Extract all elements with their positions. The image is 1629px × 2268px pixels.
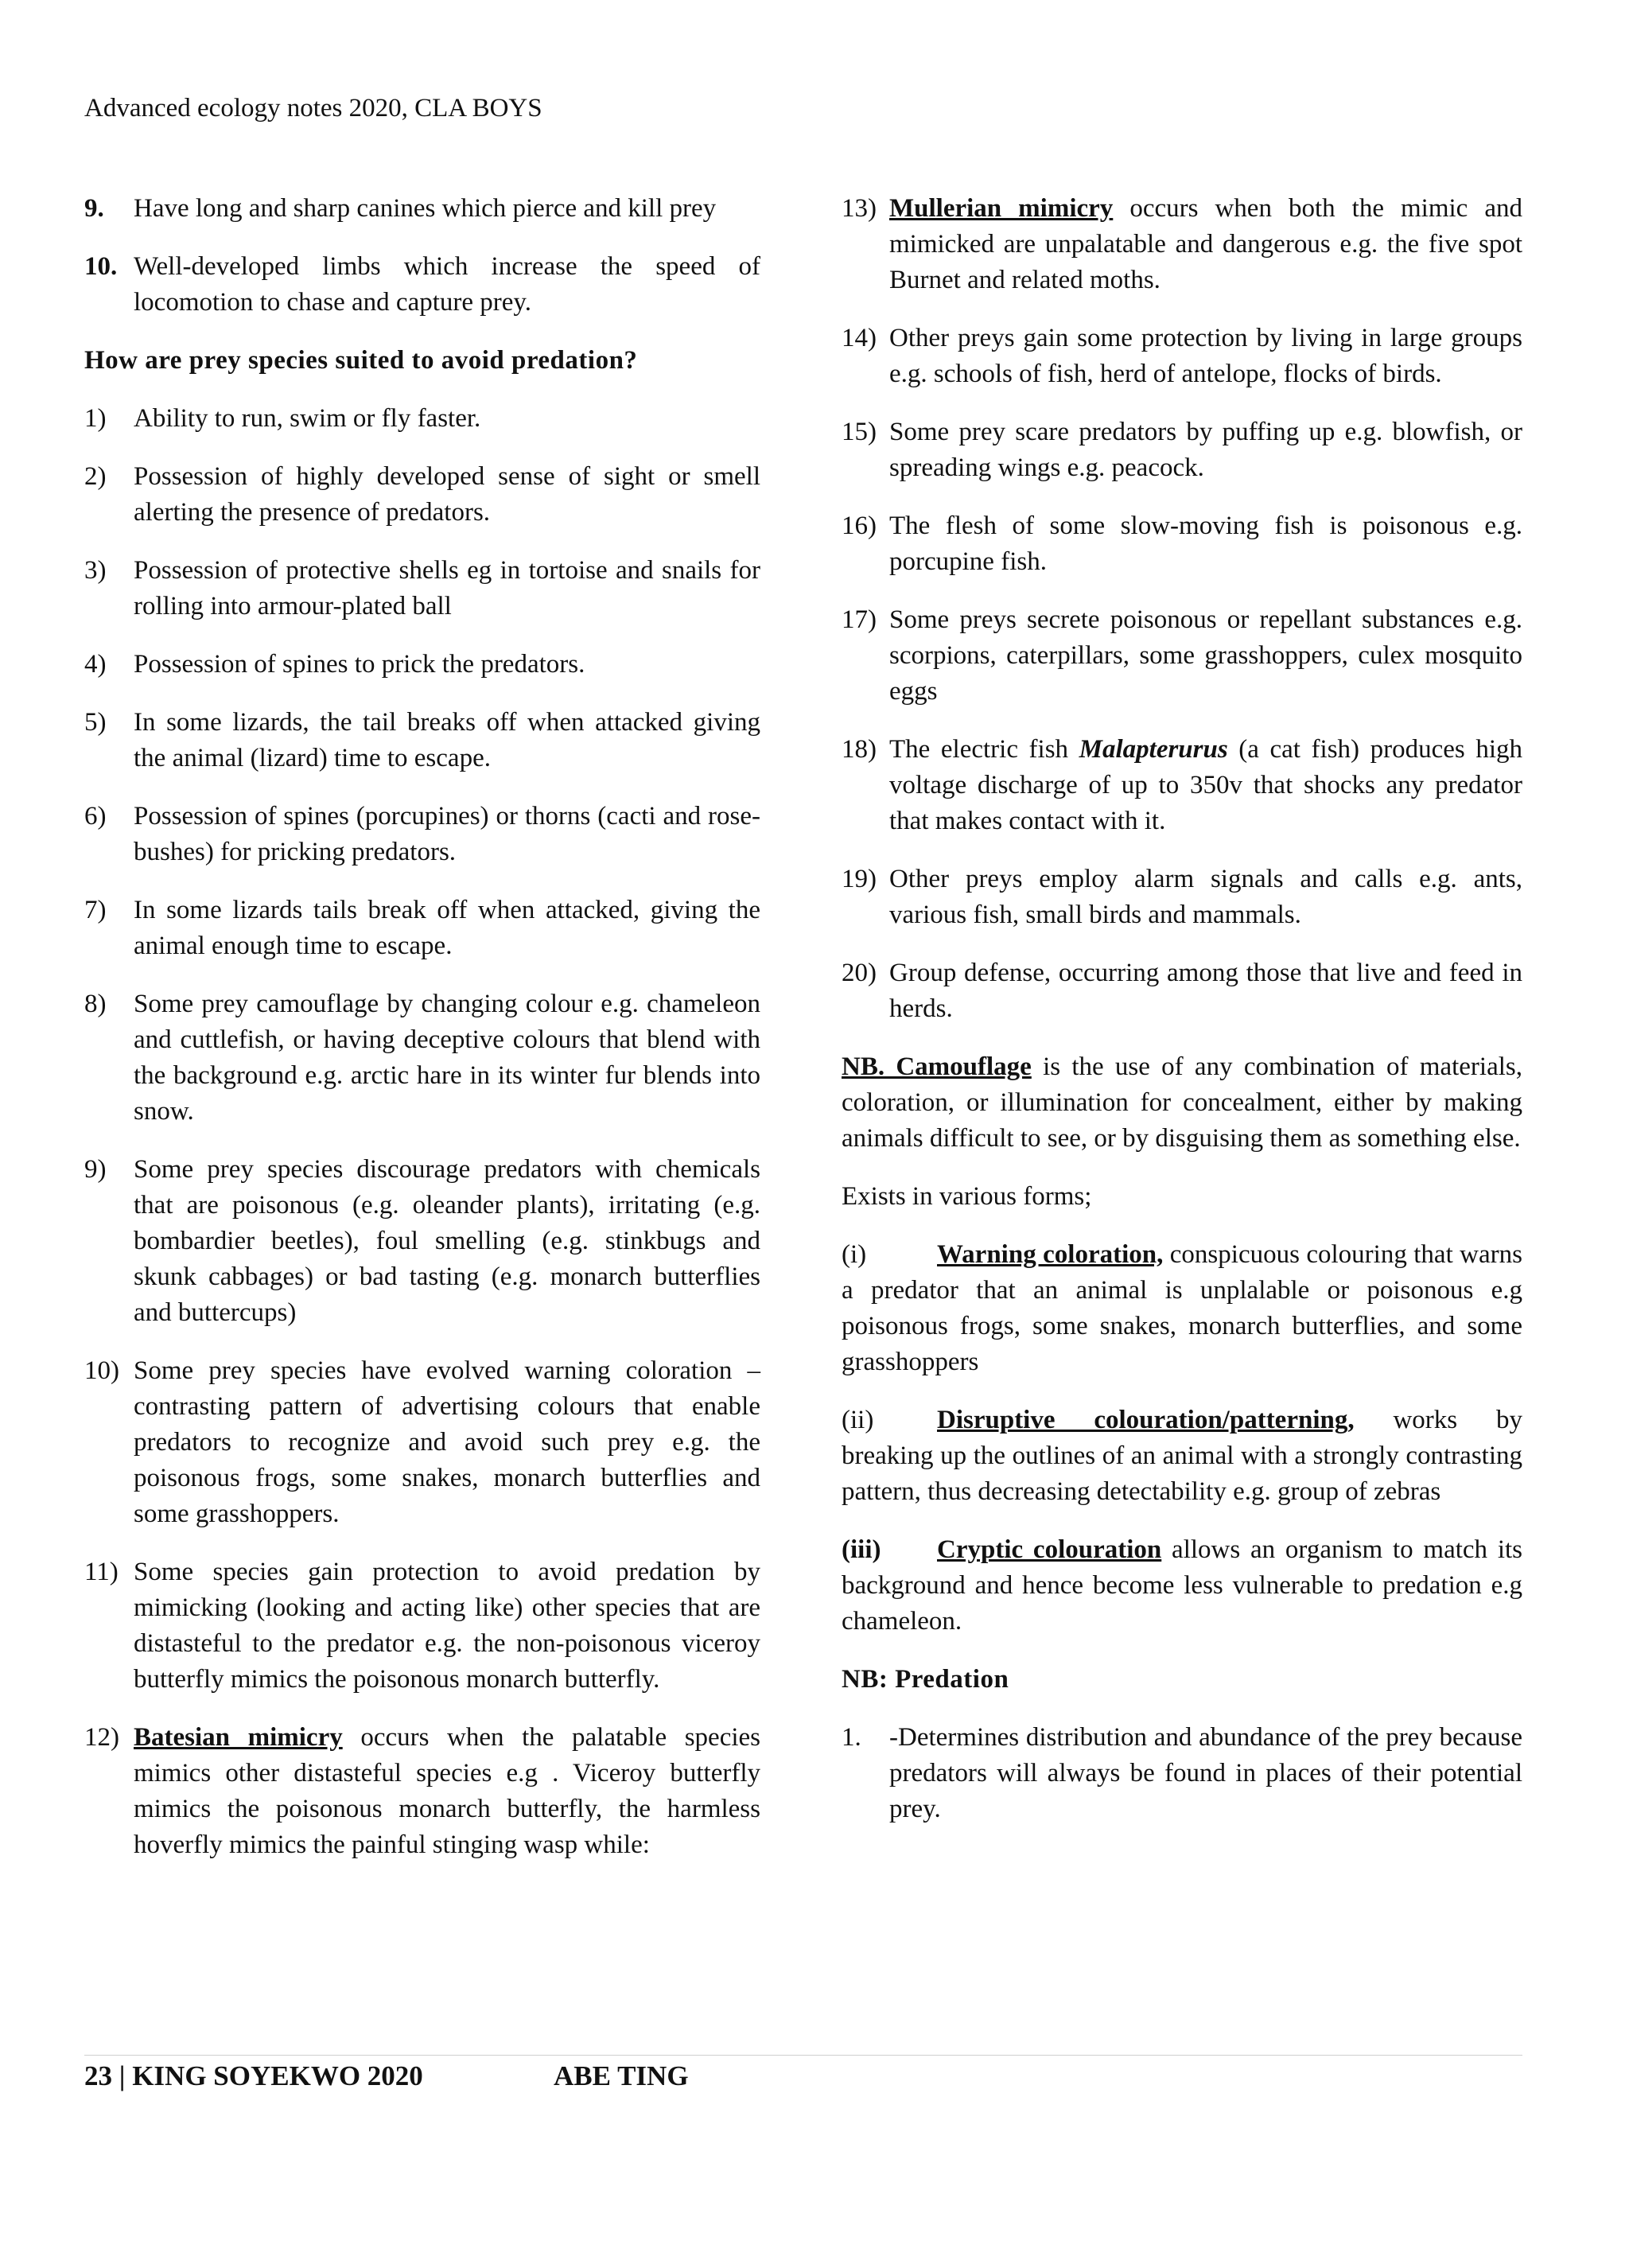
form-warning-coloration: [842, 1237, 1522, 1380]
item-text: Some prey camouflage by changing colour e.g. chameleon and cuttlefish, or having deceptive colours that blend with the background e.g. arctic hare in its winter fur blends into snow.: [134, 990, 760, 1126]
list-item: [84, 1720, 760, 1863]
section-heading: How are prey species suited to avoid predation?: [84, 346, 638, 375]
list-item: [84, 647, 760, 683]
item-number: 18): [842, 735, 877, 764]
form-text: allows an organism to match its background and hence become less vulnerable to predation e.g chameleon.: [842, 1535, 1522, 1636]
item-text: Possession of highly developed sense of sight or smell alerting the presence of predators.: [134, 462, 760, 527]
item-text: Some preys secrete poisonous or repellant substances e.g. scorpions, caterpillars, some grasshoppers, culex mosquito eggs: [889, 605, 1522, 706]
camouflage-text: is the use of any combination of materials, coloration, or illumination for concealment, either by making animals difficult to see, or by disguising them as something else.: [842, 1052, 1522, 1153]
list-item: [84, 401, 760, 437]
item-text: In some lizards tails break off when attacked, giving the animal enough time to escape.: [134, 896, 760, 960]
list-item: [84, 191, 760, 227]
footer-page-info: 23 | KING SOYEKWO 2020: [84, 2060, 423, 2091]
item-number: 15): [842, 418, 877, 446]
form-text: works by breaking up the outlines of an animal with a strongly contrasting pattern, thus decreasing detectability e.g. group of zebras: [842, 1406, 1522, 1506]
item-text: occurs when the palatable species mimics other distasteful species e.g . Viceroy butterfly mimics the poisonous monarch butterfly, the harmless hoverfly mimics the painful stinging wasp while:: [134, 1723, 760, 1859]
item-number: 11): [84, 1558, 119, 1586]
form-term: Warning coloration,: [937, 1240, 1164, 1269]
left-column: [84, 191, 760, 1885]
footer-divider: [84, 2055, 1522, 2056]
term-mullerian-mimicry: Mullerian mimicry: [889, 194, 1114, 223]
item-text: Some prey species discourage predators with chemicals that are poisonous (e.g. oleander plants), irritating (e.g. bombardier beetles), foul smelling (e.g. stinkbugs and skunk cabbages) or bad tasting (e.g. monarch butterflies and buttercups): [134, 1155, 760, 1327]
item-text: Possession of protective shells eg in tortoise and snails for rolling into armour-plated ball: [134, 556, 760, 620]
item-number: 1): [84, 404, 107, 433]
species-name: Malapterurus: [1079, 735, 1228, 764]
list-item: [84, 986, 760, 1130]
item-text: Possession of spines to prick the predators.: [134, 650, 585, 679]
form-disruptive-colouration: [842, 1402, 1522, 1510]
forms-intro: Exists in various forms;: [842, 1182, 1092, 1211]
item-number: 1.: [842, 1723, 861, 1752]
list-item: [842, 862, 1522, 933]
item-number: 5): [84, 708, 107, 737]
list-item: [84, 705, 760, 776]
list-item: [842, 732, 1522, 839]
item-number: 14): [842, 324, 877, 352]
item-number: 7): [84, 896, 107, 924]
item-number: 12): [84, 1723, 119, 1752]
item-text: Other preys employ alarm signals and calls e.g. ants, various fish, small birds and mammals.: [889, 865, 1522, 929]
list-item: [84, 553, 760, 624]
form-term: Cryptic colouration: [937, 1535, 1162, 1564]
predation-heading: NB: Predation: [842, 1665, 1009, 1694]
item-text: Possession of spines (porcupines) or thorns (cacti and rose-bushes) for pricking predators.: [134, 802, 760, 866]
item-number: 9.: [84, 194, 104, 223]
list-item: [842, 508, 1522, 580]
item-text: Some species gain protection to avoid predation by mimicking (looking and acting like) other species that are distasteful to the predator e.g. the non-poisonous viceroy butterfly mimics the poisonous monarch butterfly.: [134, 1558, 760, 1694]
footer-author: ABE TING: [554, 2060, 689, 2091]
item-text: In some lizards, the tail breaks off when attacked giving the animal (lizard) time to escape.: [134, 708, 760, 772]
item-text: Other preys gain some protection by living in large groups e.g. schools of fish, herd of antelope, flocks of birds.: [889, 324, 1522, 388]
item-text: occurs when both the mimic and mimicked are unpalatable and dangerous e.g. the five spot Burnet and related moths.: [889, 194, 1522, 294]
form-term: Disruptive colouration/patterning,: [937, 1406, 1355, 1434]
list-item: [84, 459, 760, 531]
item-text: Ability to run, swim or fly faster.: [134, 404, 481, 433]
item-text: Some prey species have evolved warning coloration – contrasting pattern of advertising colours that enable predators to recognize and avoid such prey e.g. the poisonous frogs, some snakes, monarch butterflies and some grasshoppers.: [134, 1356, 760, 1528]
form-text: conspicuous colouring that warns a predator that an animal is unplalable or poisonous e.g poisonous frogs, some snakes, monarch butterflies, and some grasshoppers: [842, 1240, 1522, 1376]
form-tag: (ii): [842, 1406, 874, 1434]
list-item: [84, 1353, 760, 1532]
item-text: Well-developed limbs which increase the speed of locomotion to chase and capture prey.: [134, 252, 760, 317]
page-footer: [84, 2060, 689, 2092]
list-item: [84, 893, 760, 964]
list-item: [842, 602, 1522, 710]
item-text: Have long and sharp canines which pierce and kill prey: [134, 194, 717, 223]
item-number: 9): [84, 1155, 107, 1184]
item-number: 16): [842, 512, 877, 540]
item-number: 13): [842, 194, 877, 223]
list-item: [84, 1554, 760, 1698]
item-text: The electric fish: [889, 735, 1079, 764]
right-column: [842, 191, 1522, 1850]
camouflage-note: [842, 1049, 1522, 1157]
item-text: The flesh of some slow-moving fish is poisonous e.g. porcupine fish.: [889, 512, 1522, 576]
form-cryptic-colouration: [842, 1532, 1522, 1640]
item-number: 10.: [84, 252, 118, 281]
list-item: [84, 799, 760, 870]
camouflage-label: NB. Camouflage: [842, 1052, 1032, 1081]
form-tag: (iii): [842, 1535, 881, 1564]
list-item: [842, 1720, 1522, 1827]
item-number: 4): [84, 650, 107, 679]
item-number: 2): [84, 462, 107, 491]
item-number: 17): [842, 605, 877, 634]
item-number: 19): [842, 865, 877, 893]
list-item: [842, 414, 1522, 486]
item-text: (a cat fish) produces high voltage discharge of up to 350v that shocks any predator that makes contact with it.: [889, 735, 1522, 835]
term-batesian-mimicry: Batesian mimicry: [134, 1723, 343, 1752]
list-item: [842, 321, 1522, 392]
item-number: 10): [84, 1356, 119, 1385]
list-item: [84, 249, 760, 321]
item-number: 6): [84, 802, 107, 831]
item-text: Some prey scare predators by puffing up e.g. blowfish, or spreading wings e.g. peacock.: [889, 418, 1522, 482]
item-number: 8): [84, 990, 107, 1018]
list-item: [84, 1152, 760, 1331]
item-text: Group defense, occurring among those that live and feed in herds.: [889, 959, 1522, 1023]
list-item: [842, 955, 1522, 1027]
item-text: -Determines distribution and abundance of the prey because predators will always be found in places of their potential prey.: [889, 1723, 1522, 1823]
page-header: Advanced ecology notes 2020, CLA BOYS: [84, 94, 542, 123]
item-number: 3): [84, 556, 107, 585]
form-tag: (i): [842, 1240, 867, 1269]
item-number: 20): [842, 959, 877, 987]
list-item: [842, 191, 1522, 298]
